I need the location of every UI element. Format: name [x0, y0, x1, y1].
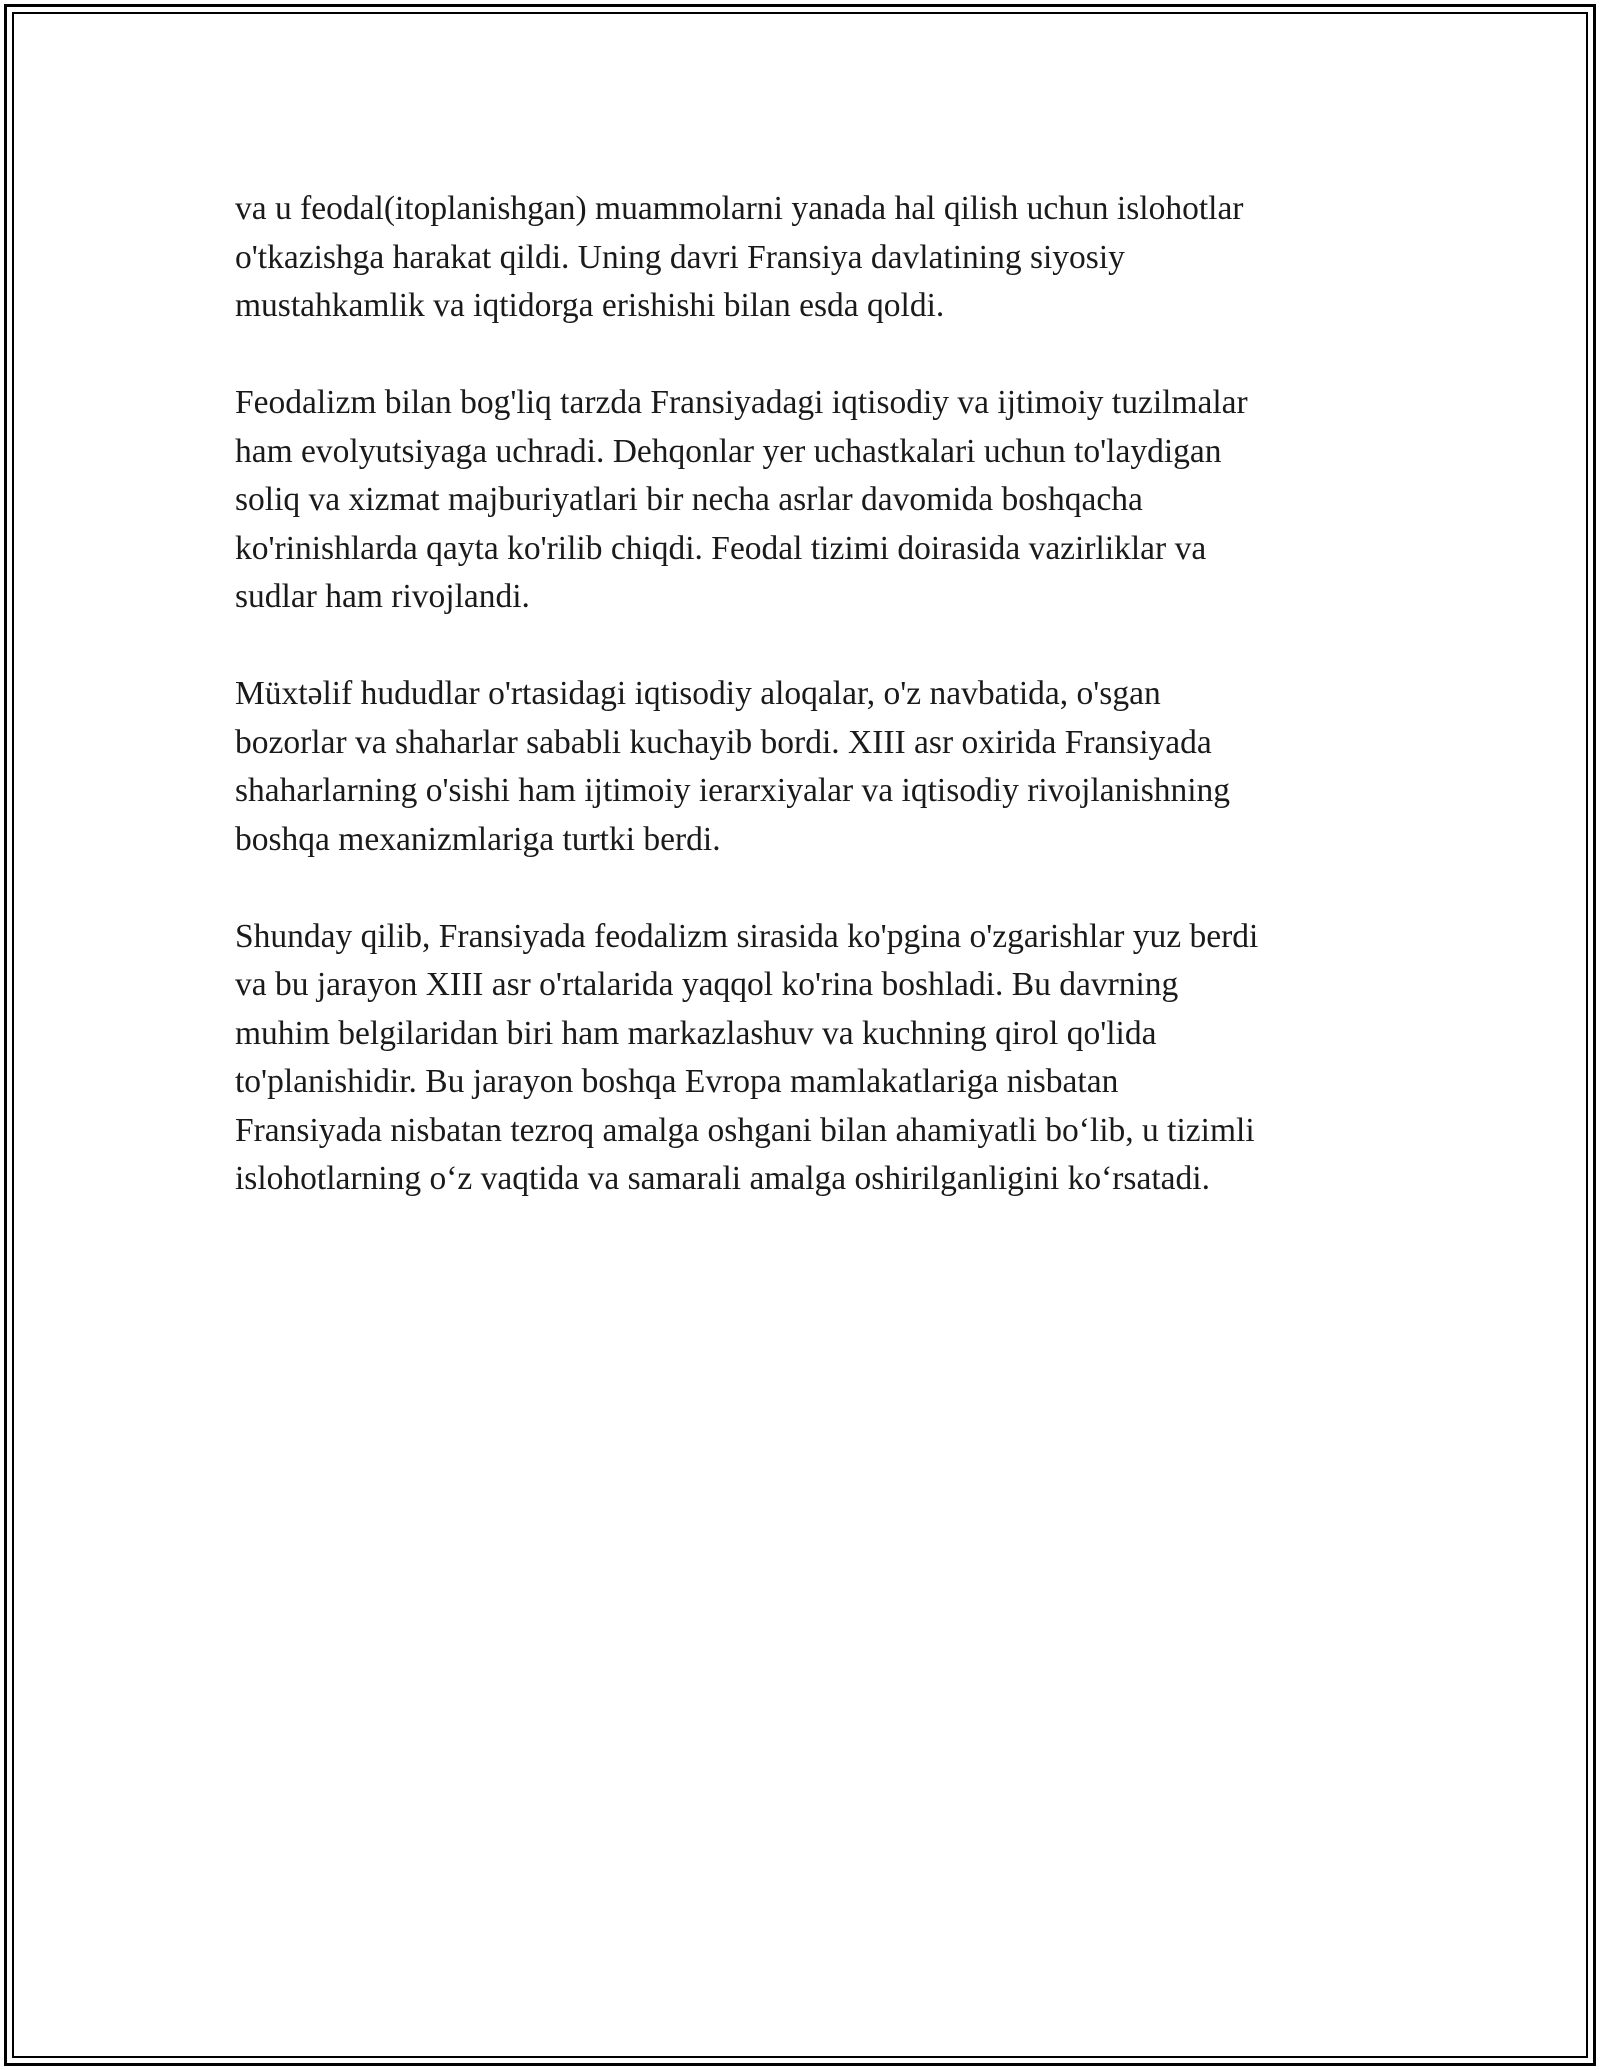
- paragraph-1: va u feodal(itoplanishgan) muammolarni yanada hal qilish uchun islohotlar o'tkazishga harakat qildi. Uning davri Fransiya davlatining siyosiy mustahkamlik va iqtidorga erishishi bilan esda qoldi.: [235, 190, 1244, 324]
- paragraph-4: Shunday qilib, Fransiyada feodalizm sirasida ko'pgina o'zgarishlar yuz berdi va bu jarayon XIII asr o'rtalarida yaqqol ko'rina boshladi. Bu davrning muhim belgilaridan biri ham markazlashuv va kuchning qirol qo'lida to'planishidir. Bu jarayon boshqa Evropa mamlakatlariga nisbatan Fransiyada nisbatan tezroq amalga oshgani bilan ahamiyatli bo‘lib, u tizimli islohotlarning o‘z vaqtida va samarali amalga oshirilganligini ko‘rsatadi.: [235, 917, 1259, 1197]
- paragraph-3: Müxtəlif hududlar o'rtasidagi iqtisodiy aloqalar, o'z navbatida, o'sgan bozorlar va shaharlar sababli kuchayib bordi. XIII asr oxirida Fransiyada shaharlarning o'sishi ham ijtimoiy ierarxiyalar va iqtisodiy rivojlanishning boshqa mexanizmlariga turtki berdi.: [235, 675, 1231, 858]
- paragraph-2: Feodalizm bilan bog'liq tarzda Fransiyadagi iqtisodiy va ijtimoiy tuzilmalar ham evolyutsiyaga uchradi. Dehqonlar yer uchastkalari uchun to'laydigan soliq va xizmat majburiyatlari bir necha asrlar davomida boshqacha ko'rinishlarda qayta ko'rilib chiqdi. Feodal tizimi doirasida vazirliklar va sudlar ham rivojlandi.: [235, 384, 1248, 615]
- document-body: [235, 185, 1365, 1252]
